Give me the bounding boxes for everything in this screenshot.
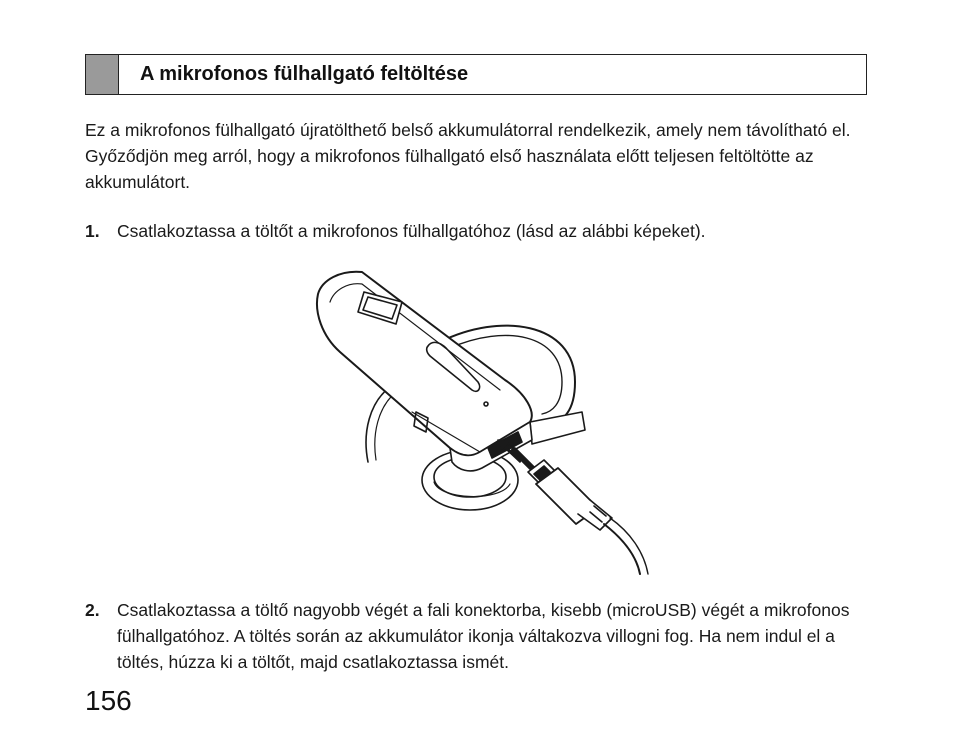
section-header: [85, 54, 867, 95]
step-2-number: 2.: [85, 600, 100, 620]
step-1-number: 1.: [85, 221, 100, 241]
intro-paragraph: Ez a mikrofonos fülhallgató újratölthető belső akkumulátorral rendelkezik, amely nem távolítható el. Győződjön meg arról, hogy a mikrofonos fülhallgató első használata előtt teljesen feltöltötte az akkumulátort.: [85, 120, 851, 192]
section-title: A mikrofonos fülhallgató feltöltése: [140, 63, 469, 85]
headset-charging-illustration: [300, 262, 650, 577]
step-1: [85, 218, 885, 244]
step-2-text: Csatlakoztassa a töltő nagyobb végét a fali konektorba, kisebb (microUSB) végét a mikrofonos fülhallgatóhoz. A töltés során az akkumulátor ikonja váltakozva villogni fog. Ha nem indul el a töltés, húzza ki a töltőt, majd csatlakoztassa ismét.: [117, 600, 850, 672]
header-gray-block: [86, 55, 119, 94]
step-1-text: Csatlakoztassa a töltőt a mikrofonos fülhallgatóhoz (lásd az alábbi képeket).: [117, 221, 706, 241]
step-2: [85, 597, 885, 675]
page-number: 156: [85, 685, 132, 716]
